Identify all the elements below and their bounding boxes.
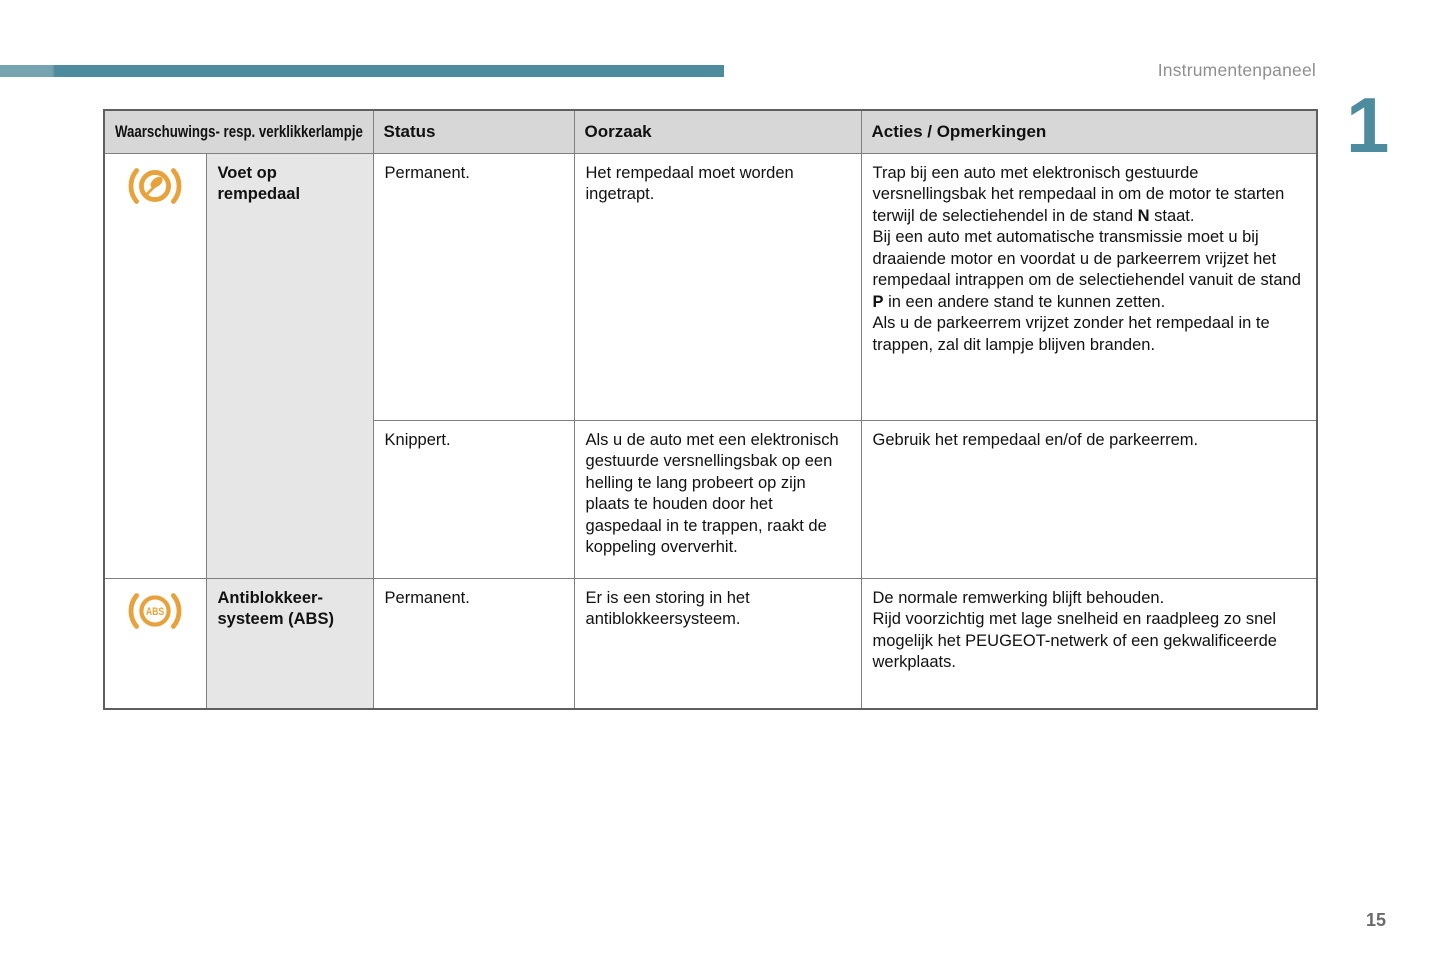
gear-position-letter: N xyxy=(1137,206,1150,225)
actions-text: Bij een auto met automatische transmissie moet u bij draaiende motor en voordat u de parkeerrem vrijzet het rempedaal intrappen om de selectiehendel vanuit de stand xyxy=(872,228,1301,289)
lamp-name-line: Antiblokkeer- xyxy=(217,588,323,607)
actions-paragraph xyxy=(873,430,1306,452)
actions-cell xyxy=(861,420,1317,578)
lamp-icon-cell xyxy=(104,578,206,709)
cause-cell xyxy=(574,578,861,709)
page-title: Instrumentenpaneel xyxy=(1157,60,1316,80)
header-lamp xyxy=(104,110,373,153)
actions-cell xyxy=(861,153,1317,420)
cause-text: Er is een storing in het antiblokkeersysteem. xyxy=(585,588,750,628)
header-status: Status xyxy=(373,110,574,153)
chapter-number-tab: 1 xyxy=(1346,81,1390,169)
lamp-name-line: Voet op xyxy=(217,163,277,182)
actions-paragraph xyxy=(873,588,1306,610)
actions-paragraph xyxy=(873,609,1306,674)
actions-text: Rijd voorzichtig met lage snelheid en raadpleeg zo snel mogelijk het PEUGEOT-netwerk of een gekwalificeerde werkplaats. xyxy=(872,610,1277,671)
status-cell xyxy=(373,420,574,578)
foot-on-brake-pedal-icon xyxy=(121,163,189,209)
chapter-accent-bar xyxy=(0,65,724,77)
status-text: Knippert. xyxy=(384,430,451,449)
actions-paragraph xyxy=(873,227,1306,313)
cause-cell xyxy=(574,420,861,578)
cause-text: Het rempedaal moet worden ingetrapt. xyxy=(585,163,794,203)
actions-text: De normale remwerking blijft behouden. xyxy=(872,588,1165,607)
lamp-name-cell xyxy=(206,153,373,578)
table-row xyxy=(104,578,1317,709)
status-text: Permanent. xyxy=(384,588,470,607)
actions-paragraph xyxy=(873,163,1306,228)
status-cell xyxy=(373,578,574,709)
header-actions: Acties / Opmerkingen xyxy=(861,110,1317,153)
actions-paragraph xyxy=(873,313,1306,356)
lamp-name-cell xyxy=(206,578,373,709)
header-cause: Oorzaak xyxy=(574,110,861,153)
lamp-name-line: systeem (ABS) xyxy=(217,610,334,628)
table-header-row xyxy=(104,110,1317,153)
gear-position-letter: P xyxy=(872,292,884,311)
page-number: 15 xyxy=(1365,910,1387,930)
actions-text: Als u de parkeerrem vrijzet zonder het rempedaal in te trappen, zal dit lampje blijven branden. xyxy=(872,314,1270,354)
header-lamp-label: Waarschuwings- resp. verklikkerlampje xyxy=(115,122,363,141)
actions-text: Gebruik het rempedaal en/of de parkeerrem. xyxy=(872,430,1199,449)
actions-text: in een andere stand te kunnen zetten. xyxy=(883,292,1166,311)
table-row xyxy=(104,153,1317,420)
cause-text: Als u de auto met een elektronisch gestuurde versnellingsbak op een helling te lang probeert op zijn plaats te houden door het gaspedaal in te trappen, raakt de koppeling oververhit. xyxy=(585,430,839,556)
actions-text: staat. xyxy=(1149,206,1195,225)
actions-text: Trap bij een auto met elektronisch gestuurde versnellingsbak het rempedaal in om de motor te starten terwijl de selectiehendel in de stand xyxy=(872,163,1285,225)
lamp-name-line: rempedaal xyxy=(217,185,301,203)
cause-cell xyxy=(574,153,861,420)
status-text: Permanent. xyxy=(384,163,470,182)
status-cell xyxy=(373,153,574,420)
abs-icon-label: ABS xyxy=(146,605,165,618)
warning-lamps-table xyxy=(103,109,1318,710)
lamp-icon-cell xyxy=(104,153,206,578)
actions-cell xyxy=(861,578,1317,709)
abs-warning-icon xyxy=(121,588,189,634)
